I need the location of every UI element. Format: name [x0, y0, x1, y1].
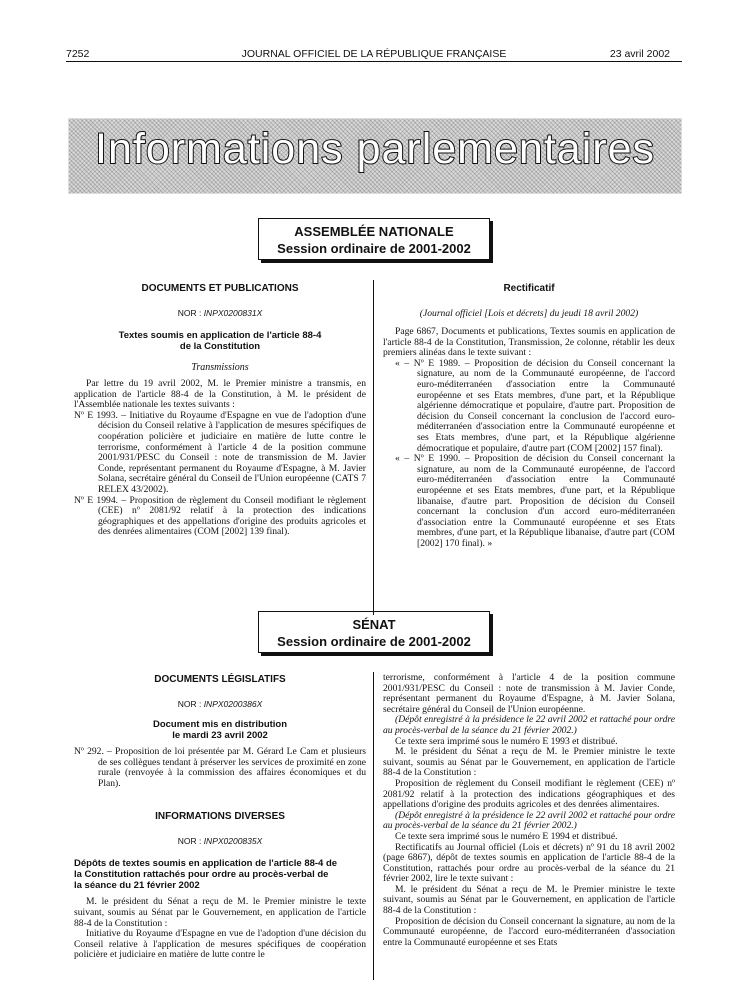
- subheading-line: Document mis en distribution: [152, 719, 288, 730]
- list-item: Nº 292. – Proposition de loi présentée par M. Gérard Le Cam et plusieurs de ses collègues tendant à préserver les services de proximité en zone rurale (renvoyée à la commission des affaires économiques et du Plan).: [74, 746, 366, 789]
- nor-label: NOR :: [177, 699, 202, 709]
- paragraph: Initiative du Royaume d'Espagne en vue de l'adoption d'une décision du Conseil relative à l'application de mesures spécifiques de coopération policière et judiciaire en matière de lutte contre le: [74, 928, 366, 961]
- paragraph: Proposition de décision du Conseil concernant la signature, au nom de la Communauté européenne, de l'accord euro-méditerranéen d'association entre la Communauté européenne et ses Etats: [383, 915, 675, 948]
- paragraph: (Dépôt enregistré à la présidence le 22 avril 2002 et rattaché pour ordre au procès-verbal de la séance du 21 février 2002.): [383, 809, 675, 832]
- section-heading: INFORMATIONS DIVERSES: [155, 811, 285, 823]
- subheading-line: la Constitution rattachés pour ordre au procès-verbal de: [74, 869, 329, 881]
- paragraph: terrorisme, conformément à l'article 4 de la position commune 2001/931/PESC du Conseil : note de transmission à M. Javier Conde, représentant permanent du Royaume d'Espagne, à M. Javier Solana, secrétaire général du Conseil de l'Union européenne.: [383, 672, 675, 715]
- list-item: Nº E 1993. – Initiative du Royaume d'Espagne en vue de l'adoption d'une décision du Conseil relative à l'application de mesures spécifiques de coopération policière et judiciaire en matière de lutte contre le terrorisme, conformément à l'article 4 de la position commune 2001/931/PESC du Conseil : note de transmission de M. Javier Conde, représentant permanent du Royaume d'Espagne, à M. Javier Solana, secrétaire général du Conseil de l'Union européenne (CATS 7 RELEX 43/2002).: [74, 409, 366, 495]
- nor-reference: [74, 699, 366, 709]
- rectificatif-heading: Rectificatif: [503, 283, 555, 294]
- subheading: [74, 858, 366, 891]
- transmissions-label: Transmissions: [191, 362, 249, 373]
- subheading-line: de la Constitution: [179, 341, 261, 352]
- subheading: [74, 719, 366, 741]
- paragraph: M. le président du Sénat a reçu de M. le Premier ministre le texte suivant, soumis au Sénat par le Gouvernement, en application de l'article 88-4 de la Constitution :: [383, 746, 675, 779]
- subheading-line: Textes soumis en application de l'article 88-4: [118, 330, 322, 341]
- issue-date: 23 avril 2002: [609, 48, 670, 60]
- paragraph: Ce texte sera imprimé sous le numéro E 1993 et distribué.: [395, 735, 618, 747]
- senat-title-box: [258, 611, 490, 653]
- section-banner: [68, 118, 682, 194]
- column-divider: [373, 280, 374, 615]
- subheading: [74, 330, 366, 352]
- nor-code: INPX0200831X: [203, 308, 263, 318]
- senat-title: SÉNAT: [352, 617, 396, 632]
- list-item: Nº E 1994. – Proposition de règlement du Conseil modifiant le règlement (CEE) nº 2081/92 relatif à la protection des indications géographiques et des appellations d'origine des produits agricoles et des denrées alimentaires (COM [2002] 139 final).: [74, 494, 366, 538]
- paragraph: Par lettre du 19 avril 2002, M. le Premier ministre a transmis, en application de l'article 88-4 de la Constitution, à M. le président de l'Assemblée nationale les textes suivants :: [74, 378, 366, 411]
- nor-label: NOR :: [177, 836, 202, 847]
- journal-title: JOURNAL OFFICIEL DE LA RÉPUBLIQUE FRANÇAISE: [241, 48, 507, 60]
- subheading-line: la séance du 21 février 2002: [74, 880, 200, 892]
- paragraph: M. le président du Sénat a reçu de M. le Premier ministre le texte suivant, soumis au Sénat par le Gouvernement, en application de l'article 88-4 de la Constitution :: [74, 896, 366, 929]
- paragraph: Rectificatifs au Journal officiel (Lois et décrets) nº 91 du 18 avril 2002 (page 6867), dépôt de textes soumis en application de l'article 88-4 de la Constitution, rattachés pour ordre au procès-verbal de la séance du 21 février 2002, lire le texte suivant :: [383, 841, 675, 885]
- paragraph: (Dépôt enregistré à la présidence le 22 avril 2002 et rattaché pour ordre au procès-verbal de la séance du 21 février 2002.): [383, 714, 675, 736]
- senat-doc-body: [74, 747, 366, 789]
- senat-right-body: [383, 673, 675, 948]
- banner-title: Informations parlementaires: [95, 125, 655, 173]
- list-item: « – Nº E 1989. – Proposition de décision du Conseil concernant la signature, au nom de la Communauté européenne, de l'accord euro-méditerranéen d'association entre la Communauté européenne et ses Etats membres, d'une part, et la République algérienne démocratique et populaire, d'autre part. Proposition de décision du Conseil concernant la conclusion de l'accord euro-méditerranéen d'association entre la Communauté européenne et ses Etats membres, d'une part, et la République algérienne démocratique et populaire, d'autre part (COM [2002] 157 final).: [395, 357, 675, 454]
- header-rule: [66, 61, 682, 62]
- rectificatif-body: [383, 327, 675, 549]
- assemblee-title-box: [258, 218, 490, 260]
- list-item: « – Nº E 1990. – Proposition de décision du Conseil concernant la signature, au nom de la Communauté européenne, de l'accord euro-méditerranéen d'association entre la Communauté européenne et ses Etats membres, d'une part, et la République libanaise, d'autre part. Proposition de décision du Conseil concernant la conclusion d'un accord euro-méditerranéen d'association entre la Communauté européenne et ses Etats membres, d'une part, et la République libanaise, d'autre part (COM [2002] 170 final). »: [395, 453, 675, 549]
- senat-info-body: [74, 897, 366, 961]
- senat-right-column: [383, 673, 675, 948]
- section-heading: DOCUMENTS ET PUBLICATIONS: [141, 283, 299, 294]
- paragraph: Proposition de règlement du Conseil modifiant le règlement (CEE) nº 2081/92 relatif à la protection des indications géographiques et des appellations d'origine des produits agricoles et des denrées alimentaires.: [383, 777, 675, 811]
- section-heading: DOCUMENTS LÉGISLATIFS: [154, 674, 286, 685]
- paragraph: Page 6867, Documents et publications, Textes soumis en application de l'article 88-4 de la Constitution, Transmission, 2e colonne, rétablir les deux premiers alinéas dans le texte suivant :: [383, 326, 675, 359]
- rectificatif-source: (Journal officiel [Lois et décrets] du jeudi 18 avril 2002): [419, 308, 639, 319]
- page-number: 7252: [66, 48, 90, 60]
- nor-code: INPX0200835X: [203, 836, 263, 847]
- nor-label: NOR :: [177, 308, 202, 318]
- assemblee-session: Session ordinaire de 2001-2002: [277, 241, 471, 256]
- column-divider: [373, 672, 374, 980]
- an-right-column: [383, 283, 675, 549]
- subheading-line: Dépôts de textes soumis en application de l'article 88-4 de: [74, 858, 338, 870]
- an-left-column: [74, 283, 366, 538]
- nor-reference: [74, 308, 366, 318]
- senat-session: Session ordinaire de 2001-2002: [277, 634, 471, 649]
- subheading-line: le mardi 23 avril 2002: [172, 730, 268, 741]
- nor-reference: [74, 836, 366, 846]
- assemblee-title: ASSEMBLÉE NATIONALE: [294, 224, 454, 239]
- paragraph: Ce texte sera imprimé sous le numéro E 1994 et distribué.: [395, 830, 618, 842]
- paragraph: M. le président du Sénat a reçu de M. le Premier ministre le texte suivant, soumis au Sénat par le Gouvernement, en application de l'article 88-4 de la Constitution :: [383, 883, 675, 917]
- senat-left-column: [74, 674, 366, 961]
- an-body: [74, 379, 366, 538]
- nor-code: INPX0200386X: [203, 699, 263, 709]
